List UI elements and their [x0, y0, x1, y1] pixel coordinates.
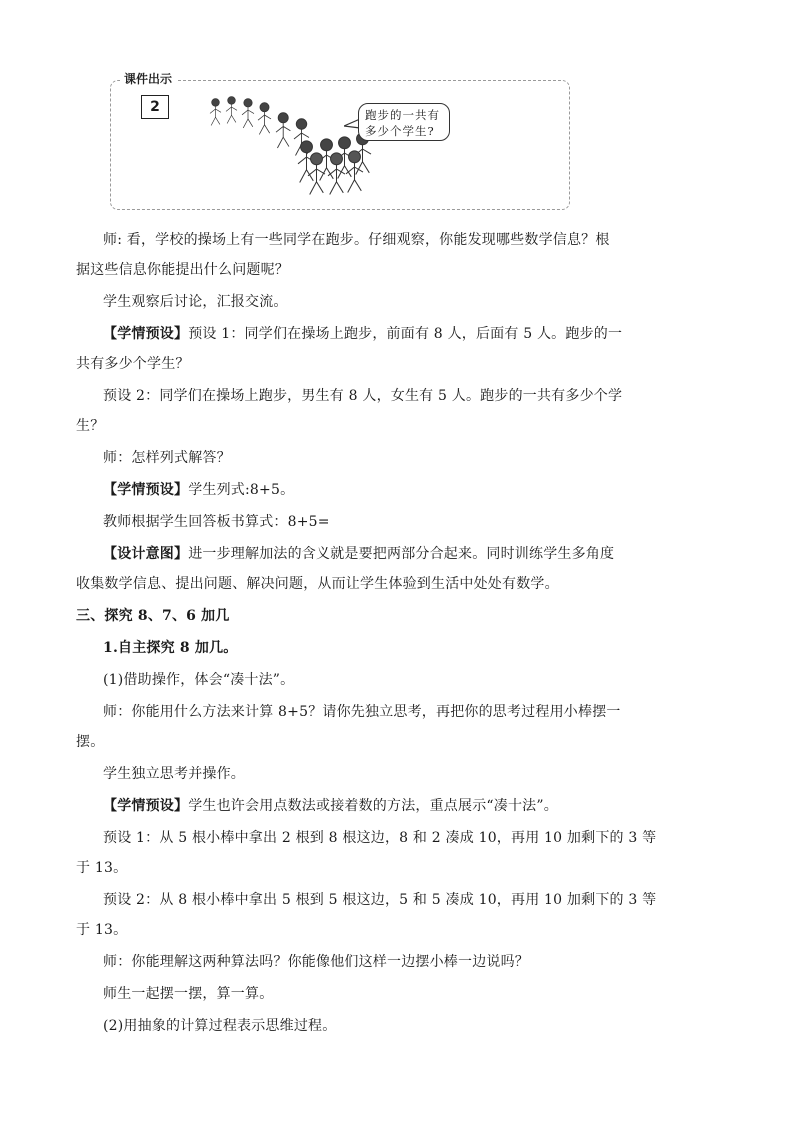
paragraph-line: 预设 1：从 5 根小棒中拿出 2 根到 8 根这边，8 和 2 凑成 10，再用 10 加剩下的 3 等: [103, 830, 657, 846]
paragraph-line: 学生观察后讨论，汇报交流。: [103, 294, 288, 310]
speech-bubble: [358, 103, 450, 141]
paragraph-line: 据这些信息你能提出什么问题呢？: [76, 262, 289, 278]
paragraph-line: 生？: [76, 418, 105, 434]
section-heading: 三、探究 8、7、6 加几: [76, 608, 230, 624]
slide-number: 2: [141, 95, 169, 119]
paragraph-line: 于 13。: [76, 922, 128, 938]
paragraph-text: 进一步理解加法的含义就是要把两部分合起来。同时训练学生多角度: [188, 546, 615, 562]
paragraph-line: 学生独立思考并操作。: [103, 766, 245, 782]
paragraph-line: [103, 324, 622, 344]
paragraph-text: 预设 1：同学们在操场上跑步，前面有 8 人，后面有 5 人。跑步的一: [188, 326, 623, 342]
paragraph-line: 师：怎样列式解答？: [103, 450, 231, 466]
paragraph-line: 共有多少个学生？: [76, 356, 190, 372]
paragraph-line: 收集数学信息、提出问题、解决问题，从而让学生体验到生活中处处有数学。: [76, 576, 559, 592]
bubble-line-1: 跑步的一共有: [365, 108, 440, 122]
paragraph-line: [103, 796, 558, 816]
paragraph-line: 预设 2：同学们在操场上跑步，男生有 8 人，女生有 5 人。跑步的一共有多少个学: [103, 388, 623, 404]
label-xueqing: 【学情预设】: [103, 798, 189, 814]
paragraph-line: 师: 看，学校的操场上有一些同学在跑步。仔细观察，你能发现哪些数学信息？根: [103, 232, 610, 248]
paragraph-line: 摆。: [76, 734, 105, 750]
bubble-line-2: 多少个学生?: [365, 124, 435, 138]
paragraph-text: 学生也许会用点数法或接着数的方法，重点展示“凑十法”。: [188, 798, 558, 814]
paragraph-line: (2)用抽象的计算过程表示思维过程。: [103, 1018, 337, 1034]
subsection-heading: 1.自主探究 8 加几。: [103, 640, 238, 656]
paragraph-line: 师：你能理解这两种算法吗？你能像他们这样一边摆小棒一边说吗？: [103, 954, 529, 970]
label-sheji: 【设计意图】: [103, 546, 189, 562]
paragraph-text: 学生列式:8+5。: [188, 482, 295, 498]
paragraph-line: [103, 480, 294, 500]
label-xueqing: 【学情预设】: [103, 326, 189, 342]
paragraph-line: 教师根据学生回答板书算式：8+5=: [103, 514, 330, 530]
paragraph-line: 师生一起摆一摆，算一算。: [103, 986, 274, 1002]
paragraph-line: (1)借助操作，体会“凑十法”。: [103, 672, 295, 688]
paragraph-line: 预设 2：从 8 根小棒中拿出 5 根到 5 根这边，5 和 5 凑成 10，再用 10 加剩下的 3 等: [103, 892, 657, 908]
paragraph-line: 于 13。: [76, 860, 128, 876]
label-xueqing: 【学情预设】: [103, 482, 189, 498]
courseware-tag: 课件出示: [120, 70, 176, 87]
paragraph-line: 师：你能用什么方法来计算 8+5？请你先独立思考，再把你的思考过程用小棒摆一: [103, 704, 621, 720]
paragraph-line: [103, 544, 614, 564]
